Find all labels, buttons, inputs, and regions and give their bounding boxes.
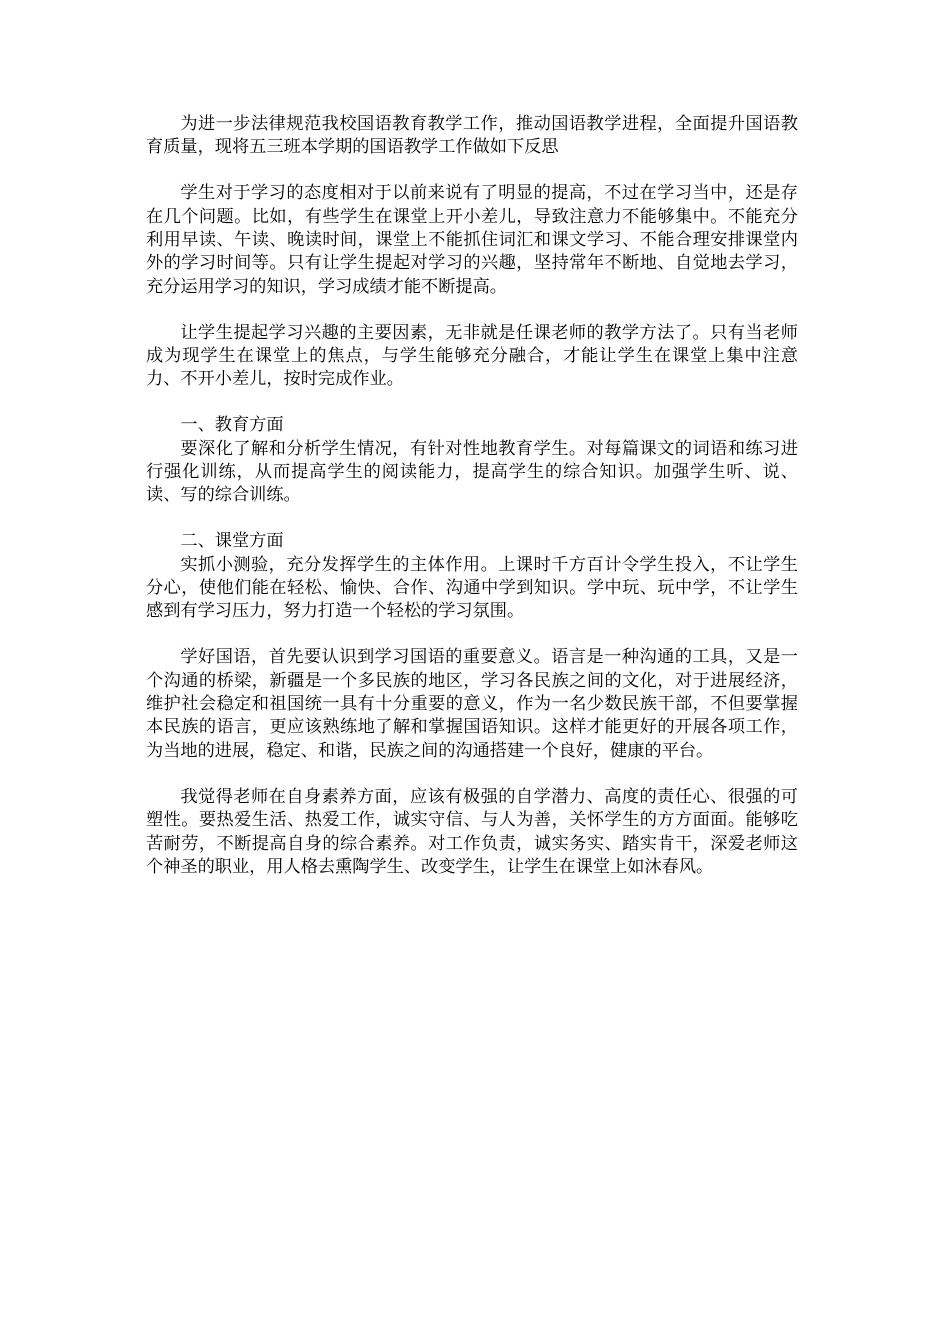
paragraph-education: 要深化了解和分析学生情况，有针对性地教育学生。对每篇课文的词语和练习进行强化训练，从而提高学生的阅读能力，提高学生的综合知识。加强学生听、说、读、写的综合训练。 [146, 438, 798, 506]
paragraph-teacher-quality: 我觉得老师在自身素养方面，应该有极强的自学潜力、高度的责任心、很强的可塑性。要热爱生活、热爱工作，诚实守信、与人为善，关怀学生的方方面面。能够吃苦耐劳，不断提高自身的综合素养。对工作负责，诚实务实、踏实肯干，深爱老师这个神圣的职业，用人格去熏陶学生、改变学生，让学生在课堂上如沐春风。 [146, 786, 798, 877]
paragraph-intro: 为进一步法律规范我校国语教育教学工作，推动国语教学进程，全面提升国语教育质量，现将五三班本学期的国语教学工作做如下反思 [146, 114, 798, 158]
paragraph-teaching-method: 让学生提起学习兴趣的主要因素，无非就是任课老师的教学方法了。只有当老师成为现学生在课堂上的焦点，与学生能够充分融合，才能让学生在课堂上集中注意力、不开小差儿，按时完成作业。 [146, 322, 798, 390]
paragraph-student-attitude: 学生对于学习的态度相对于以前来说有了明显的提高，不过在学习当中，还是存在几个问题。比如，有些学生在课堂上开小差儿，导致注意力不能够集中。不能充分利用早读、午读、晚读时间，课堂上不能抓住词汇和课文学习、不能合理安排课堂内外的学习时间等。只有让学生提起对学习的兴趣，坚持常年不断地、自觉地去学习，充分运用学习的知识，学习成绩才能不断提高。 [146, 183, 798, 297]
section-heading-classroom: 二、课堂方面 [180, 531, 284, 552]
section-heading-education: 一、教育方面 [180, 415, 284, 436]
document-body [146, 113, 798, 879]
paragraph-language-importance: 学好国语，首先要认识到学习国语的重要意义。语言是一种沟通的工具，又是一个沟通的桥梁，新疆是一个多民族的地区，学习各民族之间的文化，对于进展经济，维护社会稳定和祖国统一具有十分重要的意义，作为一名少数民族干部，不但要掌握本民族的语言，更应该熟练地了解和掌握国语知识。这样才能更好的开展各项工作，为当地的进展，稳定、和谐，民族之间的沟通搭建一个良好，健康的平台。 [146, 647, 798, 761]
paragraph-classroom: 实抓小测验，充分发挥学生的主体作用。上课时千方百计令学生投入，不让学生分心，使他们能在轻松、愉快、合作、沟通中学到知识。学中玩、玩中学，不让学生感到有学习压力，努力打造一个轻松的学习氛围。 [146, 554, 798, 622]
